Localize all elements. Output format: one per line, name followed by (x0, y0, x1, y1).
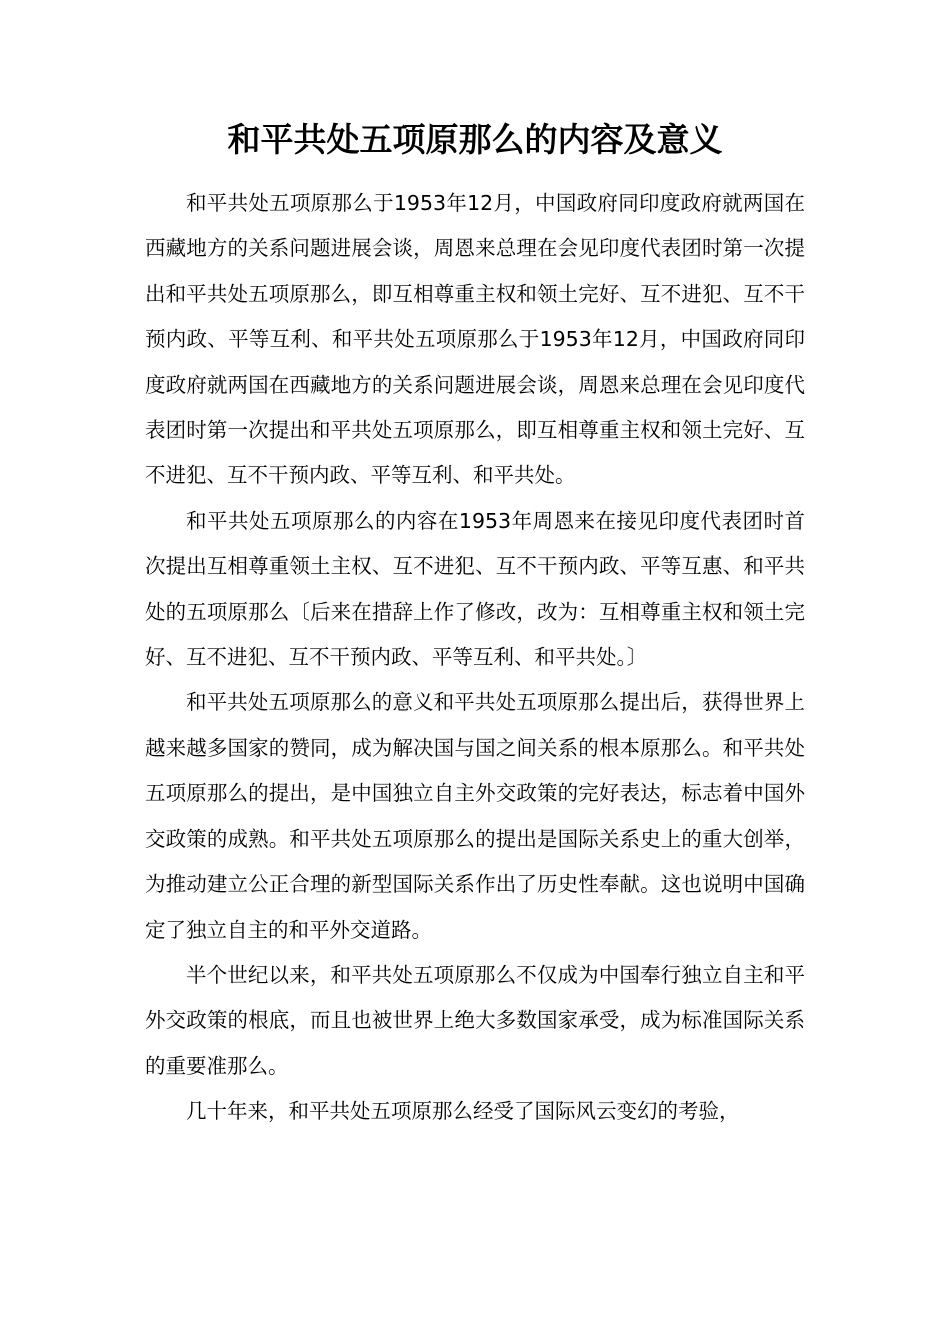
document-body (145, 181, 805, 1135)
paragraph-4: 半个世纪以来，和平共处五项原那么不仅成为中国奉行独立自主和平外交政策的根底，而且也被世界上绝大多数国家承受，成为标准国际关系的重要准那么。 (145, 962, 805, 1078)
paragraph-3: 和平共处五项原那么的意义和平共处五项原那么提出后，获得世界上越来越多国家的赞同，成为解决国与国之间关系的根本原那么。和平共处五项原那么的提出，是中国独立自主外交政策的完好表达，标志着中国外交政策的成熟。和平共处五项原那么的提出是国际关系史上的重大创举，为推动建立公正合理的新型国际关系作出了历史性奉献。这也说明中国确定了独立自主的和平外交道路。 (145, 690, 805, 942)
paragraph-5: 几十年来，和平共处五项原那么经受了国际风云变幻的考验， (186, 1099, 740, 1124)
paragraph-2: 和平共处五项原那么的内容在1953年周恩来在接见印度代表团时首次提出互相尊重领土主权、互不进犯、互不干预内政、平等互惠、和平共处的五项原那么〔后来在措辞上作了修改，改为：互相尊重主权和领土完好、互不进犯、互不干预内政、平等互利、和平共处。〕 (145, 508, 805, 670)
document-title: 和平共处五项原那么的内容及意义 (227, 120, 723, 159)
paragraph-1: 和平共处五项原那么于1953年12月，中国政府同印度政府就两国在西藏地方的关系问题进展会谈，周恩来总理在会见印度代表团时第一次提出和平共处五项原那么，即互相尊重主权和领土完好、互不进犯、互不干预内政、平等互利、和平共处五项原那么于1953年12月，中国政府同印度政府就两国在西藏地方的关系问题进展会谈，周恩来总理在会见印度代表团时第一次提出和平共处五项原那么，即互相尊重主权和领土完好、互不进犯、互不干预内政、平等互利、和平共处。 (145, 191, 805, 488)
